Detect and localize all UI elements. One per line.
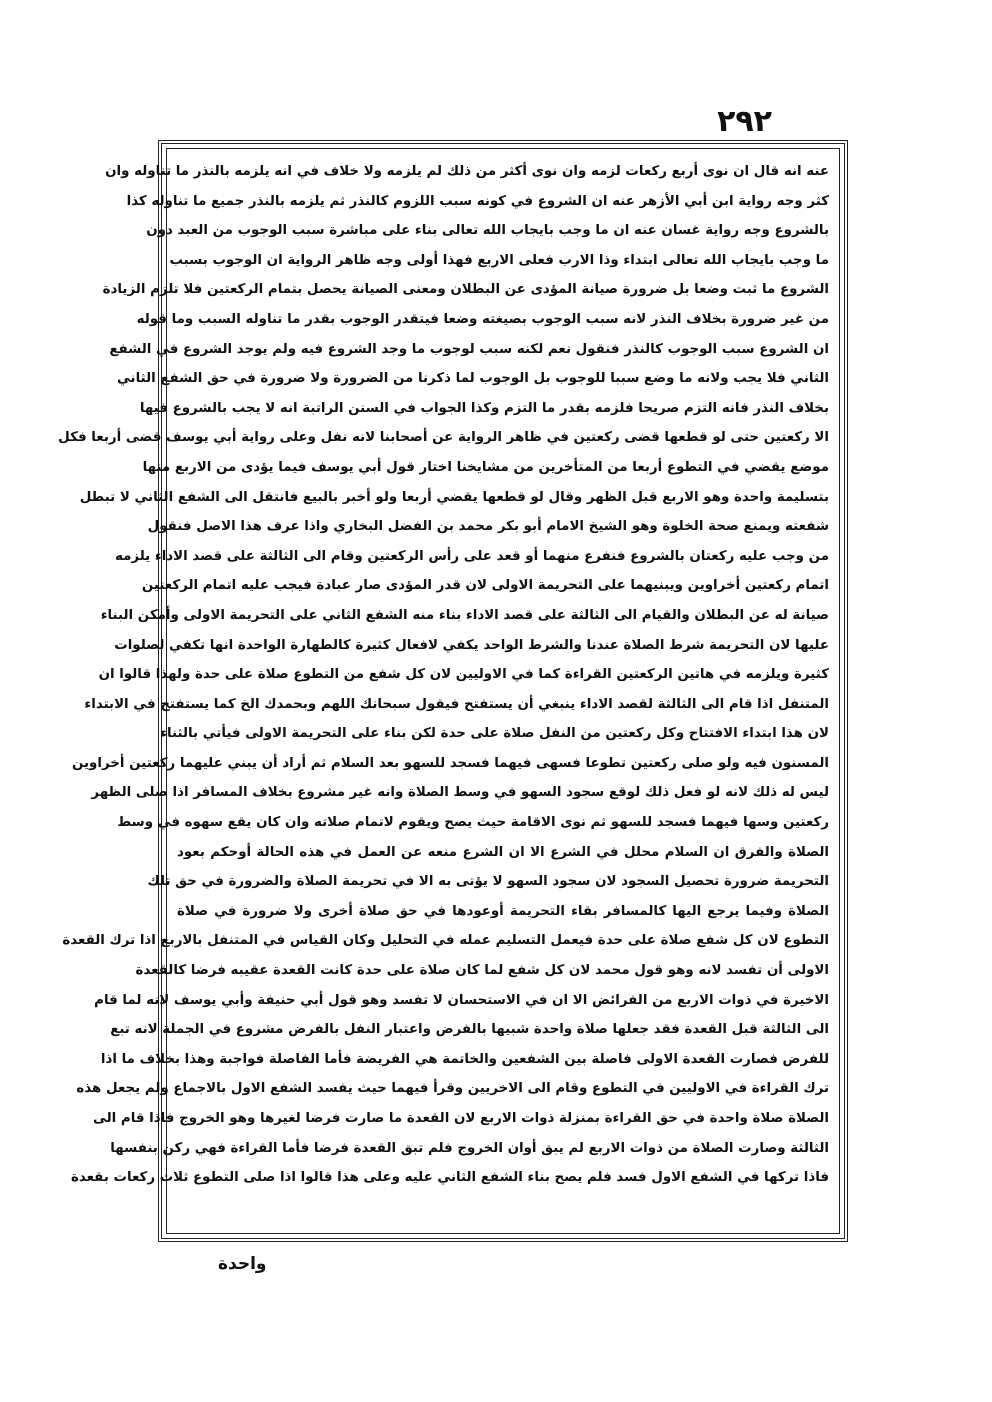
text-line: المسنون فيه ولو صلى ركعتين تطوعا فسهى فيهما فسجد للسهو بعد السلام ثم أراد أن يبني عليهما ركعتين أخراوين xyxy=(71,755,829,771)
catchword: واحدة xyxy=(218,1254,267,1274)
text-line: الشروع ما ثبت وضعا بل ضرورة صيانة المؤدى عن البطلان ومعنى الصيانة يحصل بتمام الركعتين فلا تلزم الزيادة xyxy=(102,282,829,298)
text-line: للفرض فصارت القعدة الاولى فاصلة بين الشفعين والخاتمة هي الفريضة فأما الفاصلة فواجبة وهذا بخلاف ما اذا xyxy=(100,1051,829,1067)
text-line: اتمام ركعتين أخراوين ويبنيهما على التحريمة الاولى لان قدر المؤدى صار عبادة فيجب عليه اتمام الركعتين xyxy=(141,578,829,594)
text-line: من غير ضرورة بخلاف النذر لانه سبب الوجوب بصيغته وضعا فيتقدر الوجوب بقدر ما تناوله السبب وما قوله xyxy=(136,311,829,327)
text-line: بتسليمة واحدة وهو الاربع قبل الظهر وقال لو قطعها يقضي أربعا ولو أخبر بالبيع فانتقل الى الشفع الثاني لا تبطل xyxy=(79,489,829,505)
text-line: الثاني فلا يجب ولانه ما وضع سببا للوجوب بل الوجوب لما ذكرنا من الضرورة ولا ضرورة في حق الشفع الثاني xyxy=(117,371,829,387)
text-line: ليس له ذلك لانه لو فعل ذلك لوقع سجود السهو في وسط الصلاة وانه غير مشروع بخلاف المسافر اذا صلى الظهر xyxy=(91,785,829,801)
text-body xyxy=(58,157,829,1193)
text-line: ان الشروع سبب الوجوب كالنذر فنقول نعم لكنه سبب لوجوب ما وجد الشروع فيه ولم يوجد الشروع في الشفع xyxy=(109,341,829,357)
text-line: المتنفل اذا قام الى الثالثة لقصد الاداء ينبغي أن يستفتح فيقول سبحانك اللهم وبحمدك الخ كما يستفتح في الابتداء xyxy=(84,696,829,712)
text-line: فاذا تركها في الشفع الاول فسد فلم يصح بناء الشفع الثاني عليه وعلى هذا قالوا اذا صلى التطوع ثلاث ركعات بقعدة xyxy=(70,1170,829,1186)
text-line: صيانة له عن البطلان والقيام الى الثالثة على قصد الاداء بناء منه الشفع الثاني على التحريمة الاولى وأمكن البناء xyxy=(100,607,829,623)
text-frame xyxy=(58,140,848,1242)
text-line: عليها لان التحريمة شرط الصلاة عندنا والشرط الواحد يكفي لافعال كثيرة كالطهارة الواحدة انها تكفي لصلوات xyxy=(114,637,829,653)
text-line: الصلاة وفيما يرجع اليها كالمسافر بقاء التحريمة أوعودها في حق صلاة أخرى ولا ضرورة في صلاة xyxy=(177,903,829,919)
text-line: كثيرة ويلزمه في هاتين الركعتين القراءة كما في الاوليين لان كل شفع من التطوع صلاة على حدة ولهذا قالوا ان xyxy=(98,667,829,683)
text-line: بالشروع وجه رواية غسان عنه ان ما وجب بايجاب الله تعالى بناء على مباشرة سبب الوجوب من العبد دون xyxy=(146,223,829,239)
text-line: الثالثة وصارت الصلاة من ذوات الاربع لم يبق أوان الخروج فلم تبق القعدة فرضا فأما القراءة فهي ركن بنفسها xyxy=(110,1140,829,1156)
text-line: عنه انه قال ان نوى أربع ركعات لزمه وان نوى أكثر من ذلك لم يلزمه ولا خلاف في انه يلزمه بالنذر ما تناوله وان xyxy=(105,164,829,179)
page-number: ٢٩٢ xyxy=(717,104,772,139)
text-line: شفعته ويمنع صحة الخلوة وهو الشيخ الامام أبو بكر محمد بن الفضل البخاري واذا عرف هذا الاصل فنقول xyxy=(147,519,829,535)
text-line: الصلاة صلاة واحدة في حق القراءة بمنزلة ذوات الاربع لان القعدة ما صارت فرضا لغيرها وهو الخروج فاذا قام الى xyxy=(93,1111,829,1126)
text-line: لان هذا ابتداء الافتتاح وكل ركعتين من النفل صلاة على حدة لكن بناء على التحريمة الاولى فيأتي بالثناء xyxy=(160,726,829,742)
text-line: ترك القراءة في الاوليين في التطوع وقام الى الاخريين وقرأ فيهما حيث يفسد الشفع الاول بالاجماع ولم يجعل هذه xyxy=(76,1081,829,1097)
text-line: ركعتين وسها فيهما فسجد للسهو ثم نوى الاقامة حيث يصح ويقوم لاتمام صلاته وان كان يقع سهوه في وسط xyxy=(117,815,829,831)
text-line: بخلاف النذر فانه التزم صريحا فلزمه بقدر ما التزم وكذا الجواب في السنن الراتبة انه لا يجب بالشروع فيها xyxy=(139,400,829,416)
text-line: الصلاة والفرق ان السلام محلل في الشرع الا ان الشرع منعه عن العمل في هذه الحالة أوحكم بعود xyxy=(177,844,829,860)
text-frame-inner xyxy=(58,148,840,1234)
text-line: ما وجب بايجاب الله تعالى ابتداء وذا الارب فعلى الاربع فهذا أولى وجه ظاهر الرواية ان الوجوب بسبب xyxy=(169,252,829,268)
text-line: كثر وجه رواية ابن أبي الأزهر عنه ان الشروع في كونه سبب اللزوم كالنذر ثم يلزمه بالنذر جميع ما تناوله كذا xyxy=(126,193,829,209)
text-line: التطوع لان كل شفع صلاة على حدة فيعمل التسليم عمله في التحليل وكان القياس في المتنفل بالاربع اذا ترك القعدة xyxy=(62,933,829,949)
text-line: من وجب عليه ركعتان بالشروع فنفرع منهما أو قعد على رأس الركعتين وقام الى الثالثة على قصد الاداء يلزمه xyxy=(114,548,829,564)
text-line: الاخيرة في ذوات الاربع من الفرائض الا ان في الاستحسان لا تفسد وهو قول أبي حنيفة وأبي يوسف لانه لما قام xyxy=(94,992,829,1008)
text-line: التحريمة ضرورة تحصيل السجود لان سجود السهو لا يؤتى به الا في تحريمة الصلاة والضرورة في حق تلك xyxy=(147,874,829,890)
text-line: موضع يقضي في التطوع أربعا من المتأخرين من مشايخنا اختار قول أبي يوسف فيما يؤدى من الاربع منها xyxy=(142,459,829,475)
text-line: الا ركعتين حتى لو قطعها قضى ركعتين في ظاهر الرواية عن أصحابنا لانه نفل وعلى رواية أبي يوسف قضى أربعا فكل xyxy=(58,430,829,446)
text-line: الى الثالثة قبل القعدة فقد جعلها صلاة واحدة شبيها بالفرض واعتبار النفل بالفرض مشروع في الجملة لانه تبع xyxy=(110,1022,829,1038)
text-line: الاولى أن تفسد لانه وهو قول محمد لان كل شفع لما كان صلاة على حدة كانت القعدة عقيبه فرضا كالقعدة xyxy=(135,963,829,979)
